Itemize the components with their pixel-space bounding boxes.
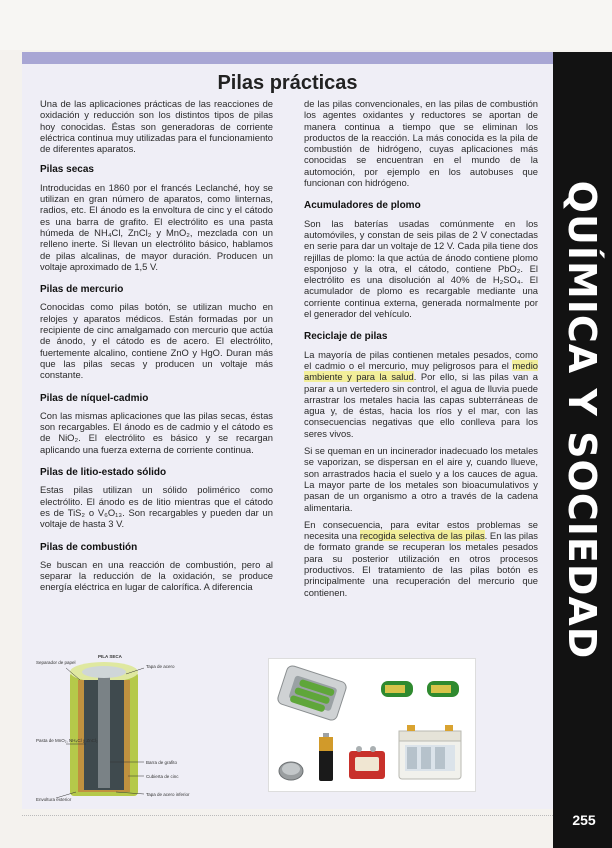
intro-paragraph: Una de las aplicaciones prácticas de las reacciones de oxidación y reducción son los distintos tipos de pilas hoy conocidas. Éstas son generadoras de corriente eléctrica continua muy utilizadas para el funcionamiento de diferentes aparatos. bbox=[40, 98, 273, 155]
highlight-recogida-selectiva: recogida selectiva de las pilas bbox=[359, 530, 485, 542]
paragraph-pilas-combustion: Se buscan en una reacción de combustión, pero al separar la reducción de la oxidación, se produce energía eléctrica en lugar de calorífica. A diferencia bbox=[40, 558, 273, 593]
top-margin bbox=[0, 0, 612, 50]
paragraph-pilas-niquel: Con las mismas aplicaciones que las pilas secas, éstas son recargables. El ánodo es de cadmio y el cátodo es de NiO₂. El electrólito es básico y se recargan aplicando una fuerza externa de corriente continua. bbox=[40, 409, 273, 455]
aa-battery bbox=[319, 733, 333, 781]
heading-pilas-secas: Pilas secas bbox=[40, 164, 94, 176]
paragraph-reciclaje-2: Si se queman en un incinerador inadecuado los metales se vaporizan, se dispersan en el aire y, cuando llueve, son arrastrados hacia el suelo y a los cauces de agua. La mayor parte de los metales son bioacumulativos y pasan de un organismo a otro a través de la cadena alimentaria. bbox=[304, 445, 538, 513]
label-tapa-acero: Tapa de acero bbox=[146, 664, 175, 669]
paragraph-pilas-secas: Introducidas en 1860 por el francés Leclanché, hoy se utilizan en gran número de aparatos, como linternas, radios, etc. El ánodo es la envoltura de cinc y el cátodo es una barra de grafito. El electrólito es una pasta húmeda de NH₄Cl, ZnCl₂ y MnO₂, mezclada con un relleno inerte. Si llevan un electrólito básico, hablamos de pilas alcalinas, de mayor duración. Producen un voltaje aproximado de 1,5 V. bbox=[40, 181, 273, 272]
page-number: 255 bbox=[572, 812, 596, 828]
label-separador: Separador de papel bbox=[36, 660, 76, 665]
paragraph-pilas-mercurio: Conocidas como pilas botón, se utilizan mucho en relojes y aparatos médicos. Están formadas por un recipiente de cinc amalgamado con mercurio que actúa de ánodo, y el cátodo es de acero. El electrólito, fuertemente alcalino, contiene ZnO y HgO. Duran más que las pilas secas y producen un voltaje más constante. bbox=[40, 301, 273, 381]
label-cubierta-cinc: Cubierta de cinc bbox=[146, 774, 179, 779]
section-accent-bar bbox=[22, 52, 553, 64]
car-battery bbox=[399, 725, 461, 779]
button-cell bbox=[279, 762, 303, 780]
paragraph-pilas-litio: Estas pilas utilizan un sólido polimérico como electrólito. El ánodo es de litio mientras que el cátodo es de TiS₂ o V₆O₁₃. Son recargables y pueden dar un voltaje de hasta 3 V. bbox=[40, 484, 273, 530]
dry-cell-diagram bbox=[36, 650, 248, 802]
right-column bbox=[304, 98, 538, 604]
label-envoltura: Envoltura exterior bbox=[36, 797, 72, 802]
heading-pilas-litio: Pilas de litio-estado sólido bbox=[40, 467, 167, 479]
heading-pilas-mercurio: Pilas de mercurio bbox=[40, 284, 124, 296]
top-cap-shape bbox=[82, 666, 126, 678]
footer-divider bbox=[22, 815, 553, 816]
label-pasta: Pasta de MnO₂, NH₄Cl y ZnCl₂ bbox=[36, 738, 98, 743]
label-barra-grafito: Barra de grafito bbox=[146, 760, 178, 765]
label-tapa-inferior: Tapa de acero inferior bbox=[146, 792, 190, 797]
heading-pilas-combustion: Pilas de combustión bbox=[40, 541, 138, 553]
sidebar-title: QUÍMICA Y SOCIEDAD bbox=[560, 180, 604, 660]
paragraph-acumuladores: Son las baterías usadas comúnmente en los automóviles, y constan de seis pilas de 2 V conectadas en serie para dar un voltaje de 12 V. Cada pila tiene dos rejillas de plomo: la que actúa de ánodo contiene plomo esponjoso y la otra, el cátodo, contiene PbO₂. El electrólito es una disolución al 40% de H₂SO₄. El acumulador de plomo es recargable mediante una corriente continua externa, generada normalmente por el generador del vehículo. bbox=[304, 217, 538, 320]
paragraph-reciclaje-1: La mayoría de pilas contienen metales pesados, como el cadmio o el mercurio, muy peligrosos para el medio ambiente y para la salud. Por ello, si las pilas van a parar a un vertedero sin control, el agua de lluvia puede arrastrar los metales hacia las capas subterráneas de agua y, de éstas, hacia los ríos y el mar, con las consecuencias negativas que ello conlleva para los seres vivos. bbox=[304, 348, 538, 439]
diagram-header: PILA SECA bbox=[98, 654, 122, 659]
heading-pilas-niquel: Pilas de níquel-cadmio bbox=[40, 392, 149, 404]
paragraph-reciclaje-3: En consecuencia, para evitar estos problemas se necesita una recogida selectiva de las pilas. En las pilas de formato grande se recuperan los metales pesados para su posterior utilización en otros procesos productivos. El tratamiento de las pilas botón es principalmente una recuperación del mercurio que contienen. bbox=[304, 518, 538, 598]
batteries-photo bbox=[268, 658, 476, 792]
heading-acumuladores: Acumuladores de plomo bbox=[304, 200, 421, 212]
page-title: Pilas prácticas bbox=[217, 72, 358, 94]
highlight-medio-ambiente: medio ambiente y para la salud bbox=[304, 359, 538, 383]
heading-reciclaje: Reciclaje de pilas bbox=[304, 331, 388, 343]
left-column bbox=[40, 98, 273, 599]
paragraph-combustion-cont: de las pilas convencionales, en las pilas de combustión los agentes oxidantes y reductores se aportan de manera continua a tiempo que se eliminan los productos de la reacción. La más conocida es la pila de combustión de hidrógeno, cuyas aplicaciones más conocidas se encuentran en el mundo de la automoción, por ejemplo en los autobuses que funcionan con hidrógeno. bbox=[304, 98, 538, 189]
graphite-rod-shape bbox=[98, 674, 110, 788]
